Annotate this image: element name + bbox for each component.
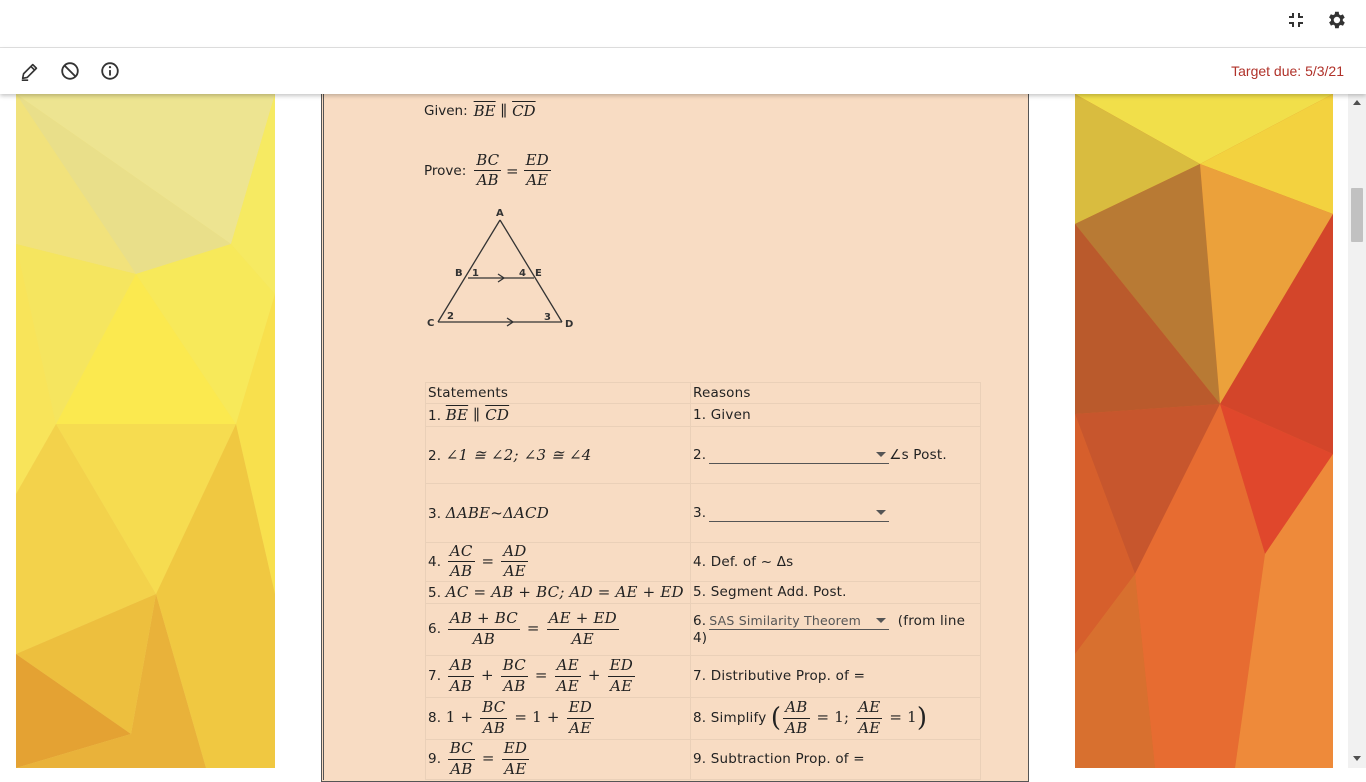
prove-rhs-fraction: $\frac{ED}{AE}$ <box>525 151 549 190</box>
statement-8: 8. 1 + $\frac{BC}{AB}$ = 1 + $\frac{ED}{AE}$ <box>426 697 691 739</box>
given-segment-cd: $\overline{CD}$ <box>512 102 536 120</box>
reasons-header: Reasons <box>691 383 981 404</box>
statement-2: 2. ∠1 ≅ ∠2; ∠3 ≅ ∠4 <box>426 427 691 484</box>
table-row <box>426 697 981 739</box>
settings-icon[interactable] <box>1322 6 1350 34</box>
statement-4: 4. $\frac{AC}{AB}$ = $\frac{AD}{AE}$ <box>426 543 691 582</box>
table-row <box>426 581 981 603</box>
parallel-symbol: ∥ <box>495 102 513 120</box>
point-label-e: E <box>535 268 542 279</box>
problem-card <box>321 92 1029 782</box>
given-segment-be: $\overline{BE}$ <box>473 102 496 120</box>
block-icon[interactable] <box>56 57 84 85</box>
reason-5: 5. Segment Add. Post. <box>691 581 981 603</box>
reason-3: 3. <box>691 484 981 543</box>
chevron-down-icon <box>876 510 886 515</box>
reason-2-dropdown[interactable] <box>709 446 889 464</box>
target-due-date: Target due: 5/3/21 <box>1231 63 1344 79</box>
given-label: Given: <box>424 103 468 119</box>
content-area <box>0 94 1348 778</box>
scrollbar-thumb[interactable] <box>1351 188 1363 242</box>
table-row <box>426 603 981 655</box>
chevron-down-icon <box>876 452 886 457</box>
toolbar <box>0 48 1366 94</box>
statement-1: 1. $\overline{BE}$ ∥ $\overline{CD}$ <box>426 404 691 427</box>
top-bar <box>0 0 1366 48</box>
prove-lhs-fraction: $\frac{BC}{AB}$ <box>476 151 500 190</box>
statements-header: Statements <box>426 383 691 404</box>
proof-table <box>425 382 981 780</box>
angle-label-2: 2 <box>447 311 454 322</box>
given-line <box>424 102 536 120</box>
prove-line <box>424 152 553 190</box>
pencil-icon[interactable] <box>16 57 44 85</box>
right-decorative-panel <box>1075 94 1333 768</box>
statement-7: 7. $\frac{AB}{AB}$ + $\frac{BC}{AB}$ = $\frac{AE}{AE}$ + $\frac{ED}{AE}$ <box>426 655 691 697</box>
table-row <box>426 739 981 779</box>
table-row <box>426 404 981 427</box>
reason-9: 9. Subtraction Prop. of = <box>691 739 981 779</box>
reason-2: 2. ∠s Post. <box>691 427 981 484</box>
left-decorative-panel <box>16 94 275 768</box>
angle-label-1: 1 <box>472 268 479 279</box>
statement-6: 6. $\frac{AB + BC}{AB}$ = $\frac{AE + ED}{AE}$ <box>426 603 691 655</box>
scroll-up-arrow-icon[interactable] <box>1353 100 1361 105</box>
point-label-a: A <box>496 208 504 219</box>
reason-3-dropdown[interactable] <box>709 504 889 522</box>
reason-4: 4. Def. of ~ Δs <box>691 543 981 582</box>
scrollbar[interactable] <box>1348 94 1366 768</box>
prove-label: Prove: <box>424 162 467 179</box>
prove-equals: = <box>506 161 519 180</box>
reason-6: 6. SAS Similarity Theorem (from line 4) <box>691 603 981 655</box>
reason-6-dropdown[interactable] <box>709 612 889 630</box>
angle-label-3: 3 <box>544 312 551 323</box>
table-row <box>426 655 981 697</box>
point-label-b: B <box>455 268 463 279</box>
table-row <box>426 543 981 582</box>
table-header-row <box>426 383 981 404</box>
statement-9: 9. $\frac{BC}{AB}$ = $\frac{ED}{AE}$ <box>426 739 691 779</box>
statement-3: 3. ΔABE~ΔACD <box>426 484 691 543</box>
chevron-down-icon <box>876 618 886 623</box>
reason-7: 7. Distributive Prop. of = <box>691 655 981 697</box>
statement-5: 5. AC = AB + BC; AD = AE + ED <box>426 581 691 603</box>
triangle-figure <box>422 204 582 336</box>
angle-label-4: 4 <box>519 268 526 279</box>
info-icon[interactable] <box>96 57 124 85</box>
point-label-d: D <box>565 319 574 330</box>
collapse-icon[interactable] <box>1282 6 1310 34</box>
table-row <box>426 427 981 484</box>
reason-6-dropdown-value: SAS Similarity Theorem <box>709 613 862 628</box>
scroll-down-arrow-icon[interactable] <box>1353 756 1361 761</box>
reason-1: 1. Given <box>691 404 981 427</box>
table-row <box>426 484 981 543</box>
reason-8: 8. Simplify ( $\frac{AB}{AB}$ = 1; $\frac{AE}{AE}$ = 1) <box>691 697 981 739</box>
point-label-c: C <box>427 318 435 329</box>
